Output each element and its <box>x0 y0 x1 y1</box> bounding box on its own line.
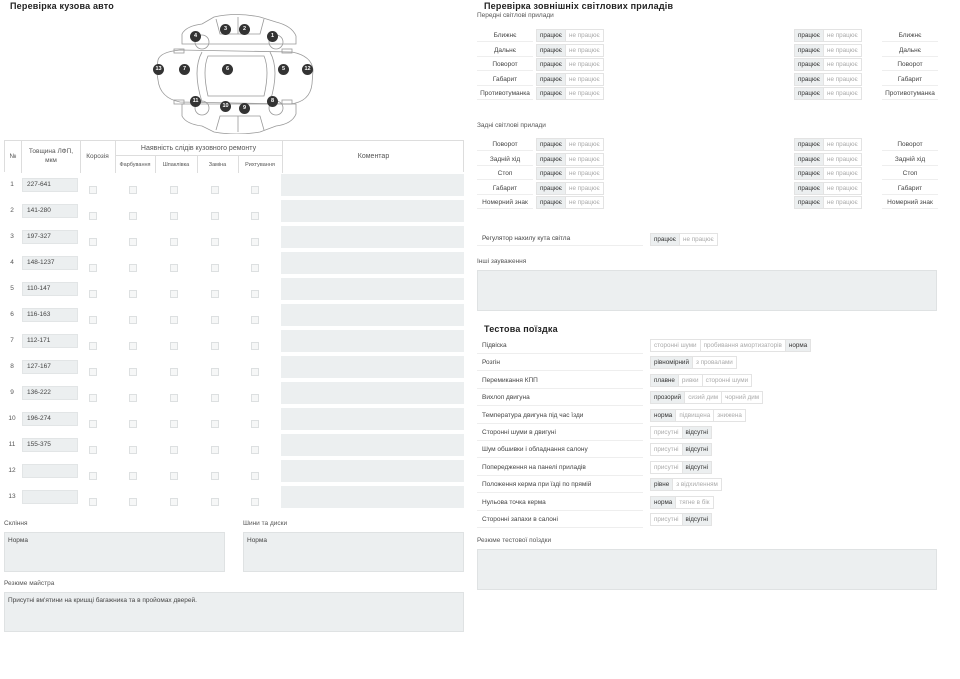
not-works-option[interactable]: не працює <box>568 170 600 178</box>
paint-checkbox[interactable] <box>129 238 137 246</box>
light-toggle-left[interactable] <box>536 196 604 209</box>
replace-checkbox[interactable] <box>211 472 219 480</box>
test-drive-option[interactable]: присутні <box>651 427 683 438</box>
thickness-input[interactable]: 116-163 <box>22 308 78 322</box>
test-drive-option[interactable]: знижена <box>717 411 742 419</box>
light-name-left: Поворот <box>477 58 533 71</box>
car-point-9[interactable]: 9 <box>239 103 250 114</box>
test-drive-options[interactable] <box>650 443 712 456</box>
replace-checkbox[interactable] <box>211 212 219 220</box>
light-name-right: Габарит <box>882 182 938 195</box>
test-drive-option[interactable]: відсутні <box>683 427 711 438</box>
test-drive-label: Розгін <box>477 355 643 371</box>
test-drive-option[interactable]: сторонні шуми <box>705 376 749 384</box>
tint-checkbox[interactable] <box>251 342 259 350</box>
corrosion-checkbox[interactable] <box>89 342 97 350</box>
putty-checkbox[interactable] <box>170 472 178 480</box>
car-point-2[interactable]: 2 <box>239 24 250 35</box>
replace-checkbox[interactable] <box>211 290 219 298</box>
tint-checkbox[interactable] <box>251 290 259 298</box>
works-option[interactable]: працює <box>537 197 566 208</box>
row-number: 11 <box>8 441 16 448</box>
replace-checkbox[interactable] <box>211 238 219 246</box>
corrosion-checkbox[interactable] <box>89 420 97 428</box>
car-point-5[interactable]: 5 <box>278 64 289 75</box>
col-num: № <box>9 153 17 160</box>
tint-checkbox[interactable] <box>251 238 259 246</box>
putty-checkbox[interactable] <box>170 394 178 402</box>
comment-input[interactable] <box>281 356 464 378</box>
replace-checkbox[interactable] <box>211 446 219 454</box>
test-summary-label: Резюме тестової поїздки <box>477 537 552 544</box>
thickness-input[interactable]: 127-167 <box>22 360 78 374</box>
paint-checkbox[interactable] <box>129 186 137 194</box>
car-point-6[interactable]: 6 <box>222 64 233 75</box>
not-works-option[interactable]: не працює <box>568 61 600 69</box>
not-works-option[interactable]: не працює <box>826 141 858 148</box>
test-drive-options[interactable] <box>650 478 722 491</box>
light-toggle-right[interactable] <box>794 73 862 86</box>
test-drive-option[interactable]: плавне <box>651 375 679 386</box>
test-drive-options[interactable] <box>650 496 714 509</box>
works-option[interactable]: працює <box>795 74 824 85</box>
test-drive-option[interactable]: тягне в бік <box>679 498 710 506</box>
comment-input[interactable] <box>281 486 464 508</box>
table-header <box>4 140 464 172</box>
comment-input[interactable] <box>281 278 464 300</box>
table-row <box>4 328 464 354</box>
light-toggle-left[interactable] <box>536 182 604 195</box>
col-repair: Наявність слідів кузовного ремонту <box>140 145 257 152</box>
thickness-input[interactable]: 136-222 <box>22 386 78 400</box>
table-row <box>4 354 464 380</box>
row-number: 12 <box>8 467 16 474</box>
tint-checkbox[interactable] <box>251 446 259 454</box>
glass-input[interactable]: Норма <box>4 532 225 572</box>
comment-input[interactable] <box>281 408 464 430</box>
light-toggle-right[interactable] <box>794 58 862 71</box>
paint-checkbox[interactable] <box>129 368 137 376</box>
test-drive-options[interactable] <box>650 374 752 387</box>
works-option[interactable]: працює <box>795 30 824 41</box>
corrosion-checkbox[interactable] <box>89 264 97 272</box>
corrosion-checkbox[interactable] <box>89 186 97 194</box>
replace-checkbox[interactable] <box>211 498 219 506</box>
test-drive-option[interactable]: норма <box>651 497 676 508</box>
replace-checkbox[interactable] <box>211 368 219 376</box>
paint-checkbox[interactable] <box>129 394 137 402</box>
row-number: 8 <box>10 363 14 370</box>
table-row <box>4 432 464 458</box>
putty-checkbox[interactable] <box>170 212 178 220</box>
paint-checkbox[interactable] <box>129 290 137 298</box>
light-toggle-right[interactable] <box>794 138 862 151</box>
thickness-input[interactable]: 155-375 <box>22 438 78 452</box>
not-works-option[interactable]: не працює <box>826 155 858 163</box>
not-works-option[interactable]: не працює <box>568 75 600 83</box>
body-check-title: Перевірка кузова авто <box>10 1 114 11</box>
light-name-right: Поворот <box>882 138 938 151</box>
test-drive-option[interactable]: відсутні <box>683 462 711 473</box>
row-number: 10 <box>8 415 16 422</box>
thickness-input[interactable]: 110-147 <box>22 282 78 296</box>
test-drive-option[interactable]: підвищена <box>676 410 714 421</box>
lights-title: Перевірка зовнішніх світлових приладів <box>484 1 674 11</box>
putty-checkbox[interactable] <box>170 420 178 428</box>
col-paint: Фарбування <box>119 162 151 168</box>
works-option[interactable]: працює <box>795 88 824 99</box>
glass-label: Скління <box>4 520 28 527</box>
light-name-left: Дальнє <box>477 44 533 57</box>
tint-checkbox[interactable] <box>251 212 259 220</box>
corrosion-checkbox[interactable] <box>89 394 97 402</box>
not-works-option[interactable]: не працює <box>826 184 858 192</box>
regulator-label: Регулятор нахилу кута світла <box>477 232 643 246</box>
test-drive-option[interactable]: присутні <box>651 444 683 455</box>
master-summary-input[interactable]: Присутні вм'ятини на кришці багажника та в пройомах дверей. <box>4 592 464 632</box>
light-name-left: Поворот <box>477 138 533 151</box>
test-drive-options[interactable] <box>650 461 712 474</box>
col-tint: Рихтування <box>245 162 275 168</box>
row-number: 6 <box>10 311 14 318</box>
test-drive-options[interactable] <box>650 409 746 422</box>
front-lights-label: Передні світлові прилади <box>477 12 554 19</box>
putty-checkbox[interactable] <box>170 238 178 246</box>
not-works-option[interactable]: не працює <box>568 46 600 54</box>
light-name-right: Стоп <box>882 167 938 180</box>
corrosion-checkbox[interactable] <box>89 316 97 324</box>
light-toggle-left[interactable] <box>536 167 604 180</box>
comment-input[interactable] <box>281 304 464 326</box>
car-points <box>150 12 320 134</box>
car-point-3[interactable]: 3 <box>220 24 231 35</box>
light-toggle-right[interactable] <box>794 44 862 57</box>
thickness-input[interactable]: 112-171 <box>22 334 78 348</box>
test-drive-option[interactable]: присутні <box>651 514 683 525</box>
col-thickness: Товщина ЛФП, мкм <box>28 148 74 164</box>
test-drive-label: Нульова точка керма <box>477 495 643 511</box>
test-drive-option[interactable]: присутні <box>651 462 683 473</box>
light-toggle-right[interactable] <box>794 87 862 100</box>
test-summary-input[interactable] <box>477 549 937 590</box>
rear-lights-label: Задні світлові прилади <box>477 122 546 129</box>
row-number: 4 <box>10 259 14 266</box>
other-remarks-input[interactable] <box>477 270 937 311</box>
col-comment: Коментар <box>357 153 390 160</box>
light-toggle-left[interactable] <box>536 87 604 100</box>
test-drive-label: Попередження на панелі приладів <box>477 460 643 476</box>
not-works-option[interactable]: не працює <box>826 170 858 178</box>
test-drive-label: Перемикання КПП <box>477 373 643 389</box>
test-drive-option[interactable]: пробивання амортизаторів <box>701 340 786 351</box>
light-toggle-right[interactable] <box>794 196 862 209</box>
test-drive-label: Вихлоп двигуна <box>477 390 643 406</box>
paint-checkbox[interactable] <box>129 264 137 272</box>
not-works-option[interactable]: не працює <box>568 90 600 98</box>
car-point-8[interactable]: 8 <box>267 96 278 107</box>
works-option[interactable]: працює <box>537 59 566 70</box>
row-number: 1 <box>10 181 14 188</box>
tires-input[interactable]: Норма <box>243 532 464 572</box>
corrosion-checkbox[interactable] <box>89 238 97 246</box>
not-works-option[interactable]: не працює <box>826 32 858 39</box>
comment-input[interactable] <box>281 226 464 248</box>
putty-checkbox[interactable] <box>170 342 178 350</box>
test-drive-option[interactable]: з провалами <box>695 359 733 367</box>
table-row <box>4 302 464 328</box>
thickness-input[interactable]: 148-1237 <box>22 256 78 270</box>
corrosion-checkbox[interactable] <box>89 212 97 220</box>
test-drive-options[interactable] <box>650 356 737 369</box>
car-point-7[interactable]: 7 <box>179 64 190 75</box>
col-corrosion: Корозія <box>86 153 109 160</box>
thickness-input[interactable] <box>22 490 78 504</box>
table-row <box>4 458 464 484</box>
works-option[interactable]: працює <box>795 197 824 208</box>
light-name-left: Стоп <box>477 167 533 180</box>
not-works-option[interactable]: не працює <box>568 141 600 148</box>
test-drive-option[interactable]: рівне <box>651 479 673 490</box>
not-works-option[interactable]: не працює <box>826 90 858 98</box>
comment-input[interactable] <box>281 200 464 222</box>
car-point-13[interactable]: 13 <box>153 64 164 75</box>
replace-checkbox[interactable] <box>211 264 219 272</box>
test-drive-option[interactable]: сизий дим <box>685 392 722 403</box>
replace-checkbox[interactable] <box>211 420 219 428</box>
paint-checkbox[interactable] <box>129 316 137 324</box>
corrosion-checkbox[interactable] <box>89 290 97 298</box>
test-drive-options[interactable] <box>650 339 811 352</box>
test-drive-label: Шум обшивки і обладнання салону <box>477 442 643 458</box>
test-drive-title: Тестова поїздка <box>484 324 558 334</box>
thickness-input[interactable]: 196-274 <box>22 412 78 426</box>
col-putty: Шпаклівка <box>162 162 190 168</box>
test-drive-label: Сторонні запахи в салоні <box>477 512 643 528</box>
light-toggle-left[interactable] <box>536 138 604 151</box>
table-row <box>4 276 464 302</box>
table-row <box>4 250 464 276</box>
not-works-option[interactable]: не працює <box>568 32 600 39</box>
paint-checkbox[interactable] <box>129 212 137 220</box>
table-row <box>4 484 464 510</box>
light-toggle-left[interactable] <box>536 58 604 71</box>
test-drive-options[interactable] <box>650 513 712 526</box>
works-option[interactable]: працює <box>537 88 566 99</box>
comment-input[interactable] <box>281 252 464 274</box>
paint-checkbox[interactable] <box>129 472 137 480</box>
test-drive-label: Сторонні шуми в двигуні <box>477 425 643 441</box>
putty-checkbox[interactable] <box>170 264 178 272</box>
light-name-right: Номерний знак <box>882 196 938 209</box>
light-name-right: Противотуманка <box>882 87 938 100</box>
tint-checkbox[interactable] <box>251 498 259 506</box>
test-drive-option[interactable]: з відхиленням <box>676 481 718 489</box>
works-option[interactable]: працює <box>537 168 566 179</box>
putty-checkbox[interactable] <box>170 316 178 324</box>
regulator-works[interactable]: працює <box>651 234 680 245</box>
works-option[interactable]: працює <box>795 168 824 179</box>
table-row <box>4 406 464 432</box>
test-drive-options[interactable] <box>650 426 712 439</box>
works-option[interactable]: працює <box>537 45 566 56</box>
car-point-12[interactable]: 12 <box>302 64 313 75</box>
car-point-11[interactable]: 11 <box>190 96 201 107</box>
works-option[interactable]: працює <box>795 183 824 194</box>
test-drive-option[interactable]: чорний дим <box>725 394 760 402</box>
works-option[interactable]: працює <box>537 154 566 165</box>
corrosion-checkbox[interactable] <box>89 368 97 376</box>
tint-checkbox[interactable] <box>251 316 259 324</box>
putty-checkbox[interactable] <box>170 498 178 506</box>
light-name-right: Задній хід <box>882 153 938 166</box>
table-row <box>4 198 464 224</box>
row-number: 9 <box>10 389 14 396</box>
row-number: 3 <box>10 233 14 240</box>
replace-checkbox[interactable] <box>211 342 219 350</box>
light-name-right: Габарит <box>882 73 938 86</box>
light-toggle-left[interactable] <box>536 73 604 86</box>
comment-input[interactable] <box>281 330 464 352</box>
row-number: 2 <box>10 207 14 214</box>
tint-checkbox[interactable] <box>251 264 259 272</box>
master-summary-label: Резюме майстра <box>4 580 55 587</box>
not-works-option[interactable]: не працює <box>568 199 600 207</box>
light-toggle-right[interactable] <box>794 182 862 195</box>
regulator-toggle[interactable] <box>650 233 718 246</box>
works-option[interactable]: працює <box>795 139 824 150</box>
table-row <box>4 224 464 250</box>
table-row <box>4 172 464 198</box>
corrosion-checkbox[interactable] <box>89 472 97 480</box>
putty-checkbox[interactable] <box>170 446 178 454</box>
replace-checkbox[interactable] <box>211 186 219 194</box>
light-name-left: Габарит <box>477 182 533 195</box>
light-toggle-right[interactable] <box>794 153 862 166</box>
not-works-option[interactable]: не працює <box>826 199 858 207</box>
works-option[interactable]: працює <box>795 154 824 165</box>
test-drive-options[interactable] <box>650 391 763 404</box>
works-option[interactable]: працює <box>537 139 566 150</box>
thickness-input[interactable]: 197-327 <box>22 230 78 244</box>
not-works-option[interactable]: не працює <box>568 155 600 163</box>
tint-checkbox[interactable] <box>251 186 259 194</box>
comment-input[interactable] <box>281 174 464 196</box>
row-number: 7 <box>10 337 14 344</box>
test-drive-label: Положення керма при їзді по прямій <box>477 477 643 493</box>
light-toggle-left[interactable] <box>536 153 604 166</box>
tint-checkbox[interactable] <box>251 394 259 402</box>
works-option[interactable]: працює <box>795 45 824 56</box>
thickness-input[interactable]: 227-641 <box>22 178 78 192</box>
light-toggle-left[interactable] <box>536 29 604 42</box>
light-toggle-right[interactable] <box>794 29 862 42</box>
not-works-option[interactable]: не працює <box>826 75 858 83</box>
tint-checkbox[interactable] <box>251 368 259 376</box>
test-drive-option[interactable]: норма <box>786 340 810 351</box>
light-toggle-right[interactable] <box>794 167 862 180</box>
replace-checkbox[interactable] <box>211 394 219 402</box>
corrosion-checkbox[interactable] <box>89 446 97 454</box>
not-works-option[interactable]: не працює <box>568 184 600 192</box>
light-name-left: Задній хід <box>477 153 533 166</box>
test-drive-option[interactable]: норма <box>651 410 676 421</box>
paint-checkbox[interactable] <box>129 420 137 428</box>
car-point-10[interactable]: 10 <box>220 101 231 112</box>
works-option[interactable]: працює <box>537 74 566 85</box>
test-drive-label: Підвіска <box>477 338 643 354</box>
not-works-option[interactable]: не працює <box>826 61 858 69</box>
test-drive-option[interactable]: сторонні шуми <box>651 340 701 351</box>
light-toggle-left[interactable] <box>536 44 604 57</box>
tires-label: Шини та диски <box>243 520 288 527</box>
tint-checkbox[interactable] <box>251 420 259 428</box>
paint-checkbox[interactable] <box>129 342 137 350</box>
putty-checkbox[interactable] <box>170 290 178 298</box>
light-name-right: Ближнє <box>882 29 938 42</box>
light-name-right: Поворот <box>882 58 938 71</box>
replace-checkbox[interactable] <box>211 316 219 324</box>
test-drive-option[interactable]: рівномірний <box>651 357 693 368</box>
paint-checkbox[interactable] <box>129 446 137 454</box>
putty-checkbox[interactable] <box>170 368 178 376</box>
corrosion-checkbox[interactable] <box>89 498 97 506</box>
tint-checkbox[interactable] <box>251 472 259 480</box>
test-drive-option[interactable]: відсутні <box>683 444 711 455</box>
light-name-right: Дальнє <box>882 44 938 57</box>
row-number: 5 <box>10 285 14 292</box>
works-option[interactable]: працює <box>537 30 566 41</box>
test-drive-option[interactable]: прозорий <box>651 392 685 403</box>
not-works-option[interactable]: не працює <box>826 46 858 54</box>
test-drive-label: Температура двигуна під час їзди <box>477 408 643 424</box>
table-row <box>4 380 464 406</box>
car-point-1[interactable]: 1 <box>267 31 278 42</box>
works-option[interactable]: працює <box>795 59 824 70</box>
regulator-not-works[interactable]: не працює <box>682 236 714 243</box>
paint-checkbox[interactable] <box>129 498 137 506</box>
light-name-left: Ближнє <box>477 29 533 42</box>
test-drive-option[interactable]: відсутні <box>683 514 711 525</box>
light-name-left: Номерний знак <box>477 196 533 209</box>
light-name-left: Габарит <box>477 73 533 86</box>
comment-input[interactable] <box>281 382 464 404</box>
thickness-input[interactable]: 141-280 <box>22 204 78 218</box>
row-number: 13 <box>8 493 16 500</box>
putty-checkbox[interactable] <box>170 186 178 194</box>
col-replace: Заміна <box>208 162 227 168</box>
comment-input[interactable] <box>281 434 464 456</box>
test-drive-option[interactable]: ривки <box>679 375 703 386</box>
light-name-left: Противотуманка <box>477 87 533 100</box>
other-remarks-label: Інші зауваження <box>477 258 527 265</box>
car-point-4[interactable]: 4 <box>190 31 201 42</box>
works-option[interactable]: працює <box>537 183 566 194</box>
comment-input[interactable] <box>281 460 464 482</box>
thickness-input[interactable] <box>22 464 78 478</box>
